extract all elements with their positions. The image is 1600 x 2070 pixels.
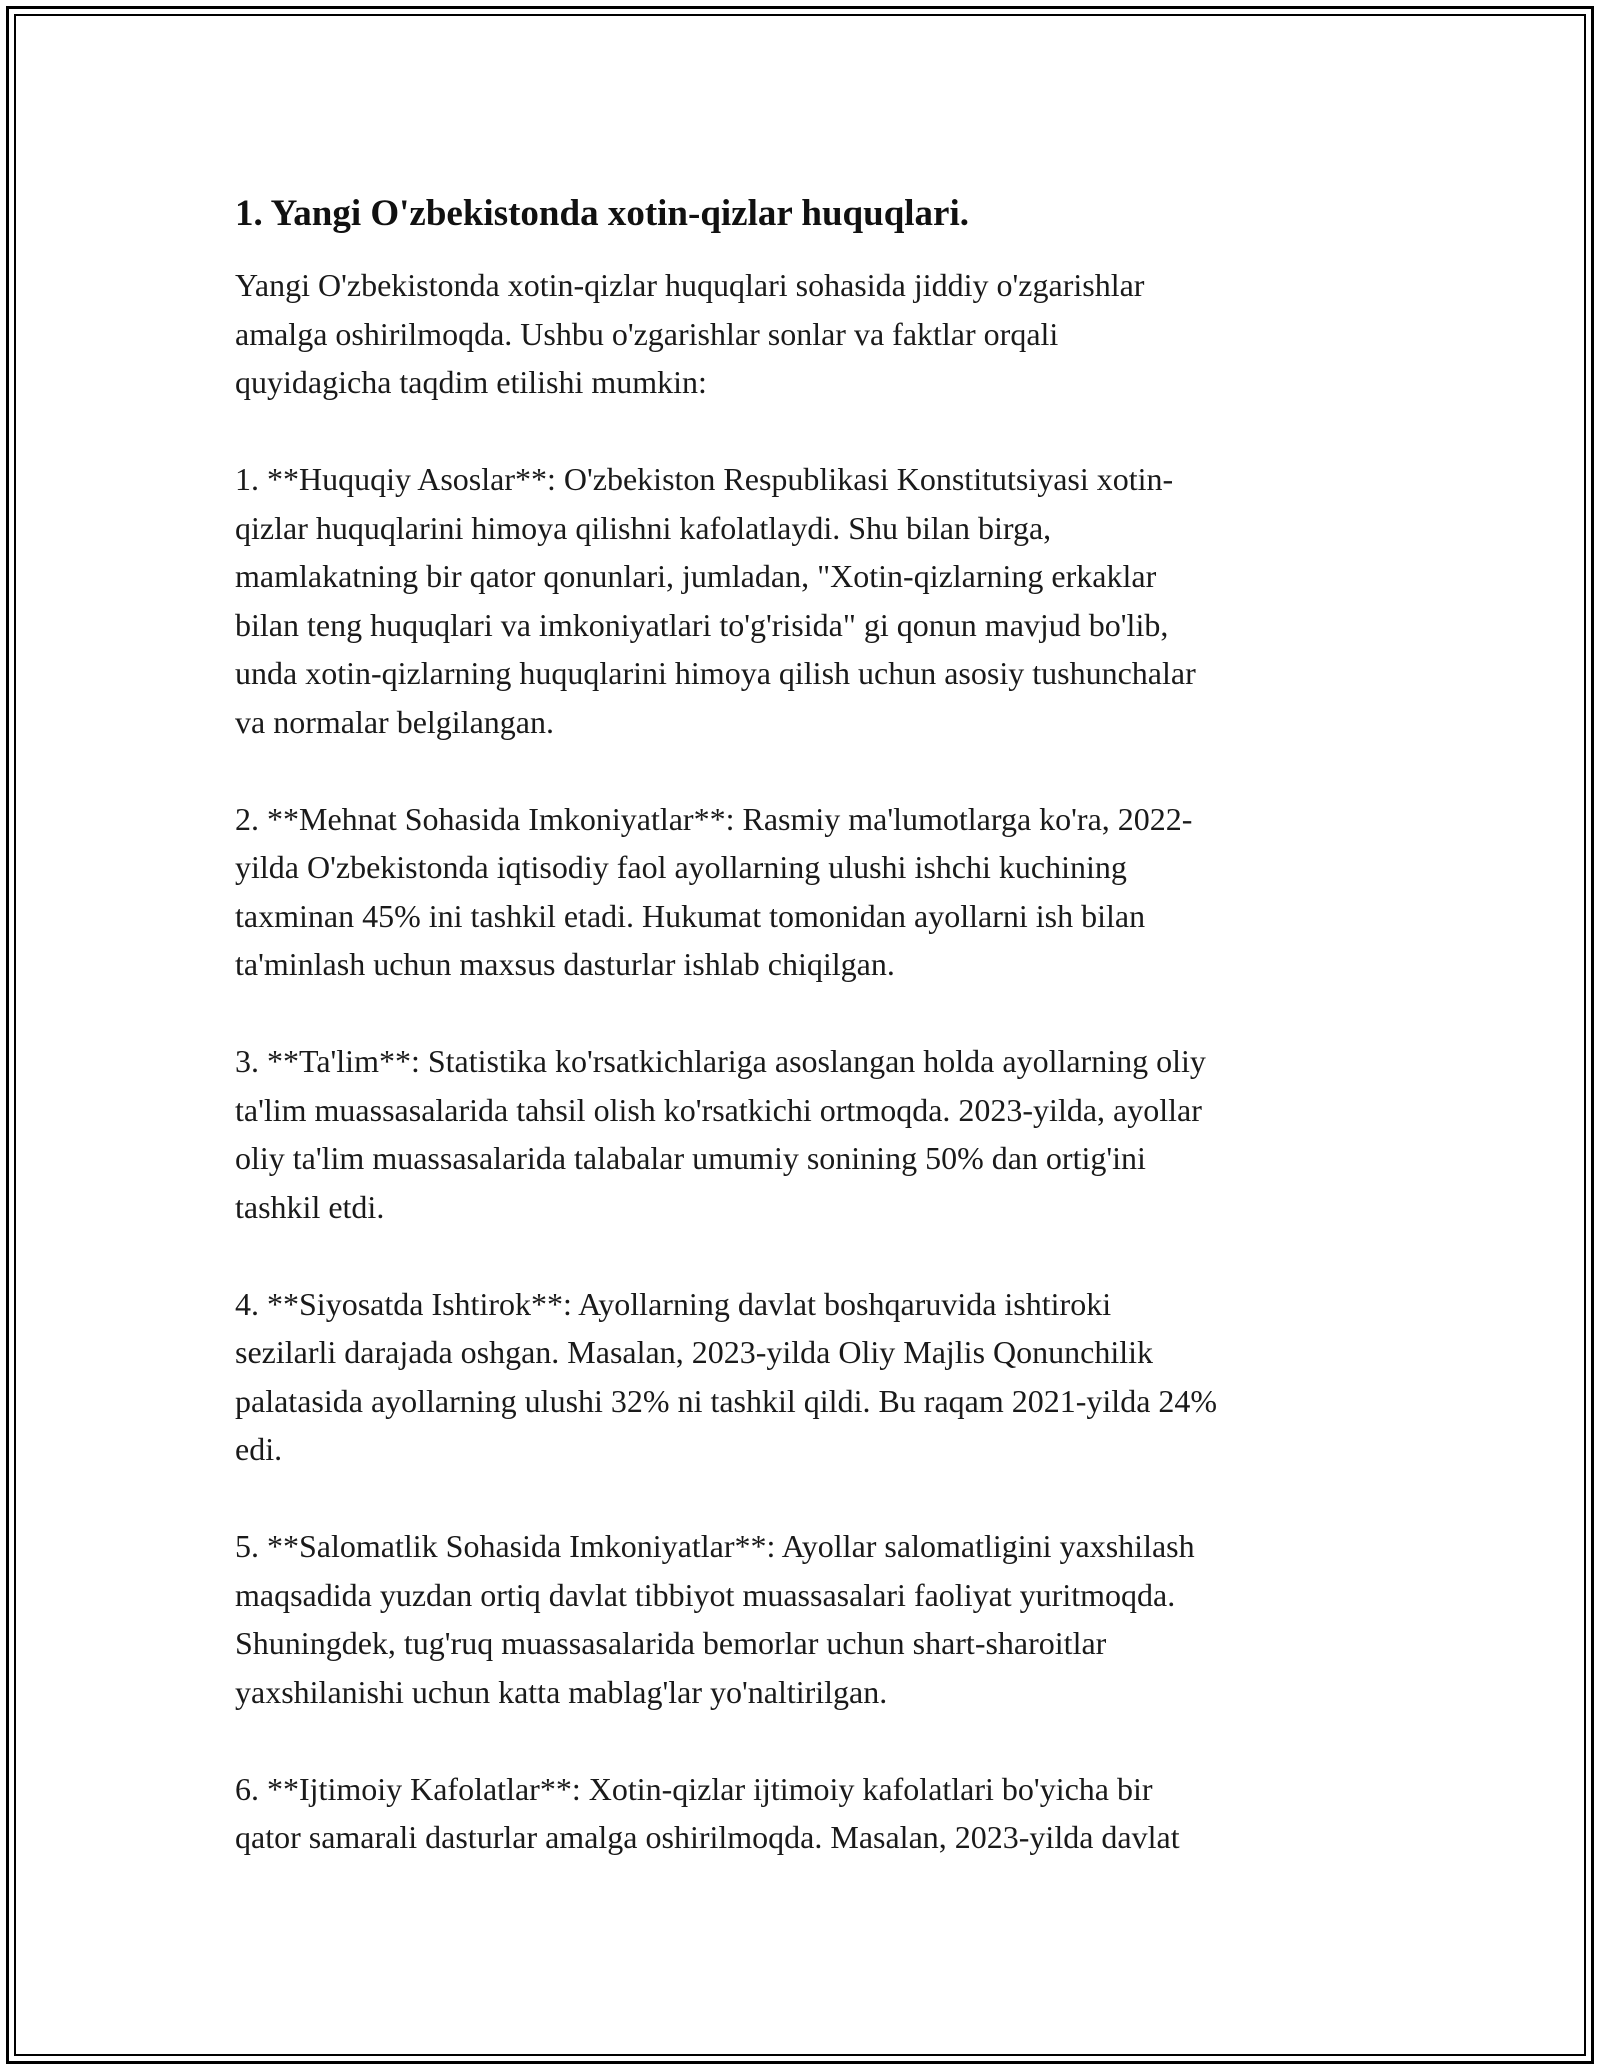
paragraph-labor-opportunities: 2. **Mehnat Sohasida Imkoniyatlar**: Rasmiy ma'lumotlarga ko'ra, 2022- yilda O'zbekistonda iqtisodiy faol ayollarning ulushi ishchi kuchining taxminan 45% ini tashkil etadi. Hukumat tomonidan ayollarni ish bilan ta'minlash uchun maxsus dasturlar ishlab chiqilgan. <box>235 800 1193 982</box>
paragraph-health-opportunities: 5. **Salomatlik Sohasida Imkoniyatlar**: Ayollar salomatligini yaxshilash maqsadida yuzdan ortiq davlat tibbiyot muassasalari faoliyat yuritmoqda. Shuningdek, tug'ruq muassasalarida bemorlar uchun shart-sharoitlar yaxshilanishi uchun katta mablag'lar yo'naltirilgan. <box>235 1528 1195 1710</box>
intro-paragraph: Yangi O'zbekistonda xotin-qizlar huquqlari sohasida jiddiy o'zgarishlar amalga oshirilmoqda. Ushbu o'zgarishlar sonlar va faktlar orqali quyidagicha taqdim etilishi mumkin: <box>235 267 1145 400</box>
document-body <box>235 190 1385 1910</box>
paragraph-social-guarantees: 6. **Ijtimoiy Kafolatlar**: Xotin-qizlar ijtimoiy kafolatlari bo'yicha bir qator samarali dasturlar amalga oshirilmoqda. Masalan, 2023-yilda davlat <box>235 1770 1180 1855</box>
paragraph-political-participation: 4. **Siyosatda Ishtirok**: Ayollarning davlat boshqaruvida ishtiroki sezilarli darajada oshgan. Masalan, 2023-yilda Oliy Majlis Qonunchilik palatasida ayollarning ulushi 32% ni tashkil qildi. Bu raqam 2021-yilda 24% edi. <box>235 1285 1218 1467</box>
document-title: 1. Yangi O'zbekistonda xotin-qizlar huquqlari. <box>235 193 970 234</box>
paragraph-legal-basis: 1. **Huquqiy Asoslar**: O'zbekiston Respublikasi Konstitutsiyasi xotin- qizlar huquqlarini himoya qilishni kafolatlaydi. Shu bilan birga, mamlakatning bir qator qonunlari, jumladan, "Xotin-qizlarning erkaklar bilan teng huquqlari va imkoniyatlari to'g'risida" gi qonun mavjud bo'lib, unda xotin-qizlarning huquqlarini himoya qilish uchun asosiy tushunchalar va normalar belgilangan. <box>235 461 1196 740</box>
paragraph-education: 3. **Ta'lim**: Statistika ko'rsatkichlariga asoslangan holda ayollarning oliy ta'lim muassasalarida tahsil olish ko'rsatkichi ortmoqda. 2023-yilda, ayollar oliy ta'lim muassasalarida talabalar umumiy sonining 50% dan ortig'ini tashkil etdi. <box>235 1043 1206 1225</box>
